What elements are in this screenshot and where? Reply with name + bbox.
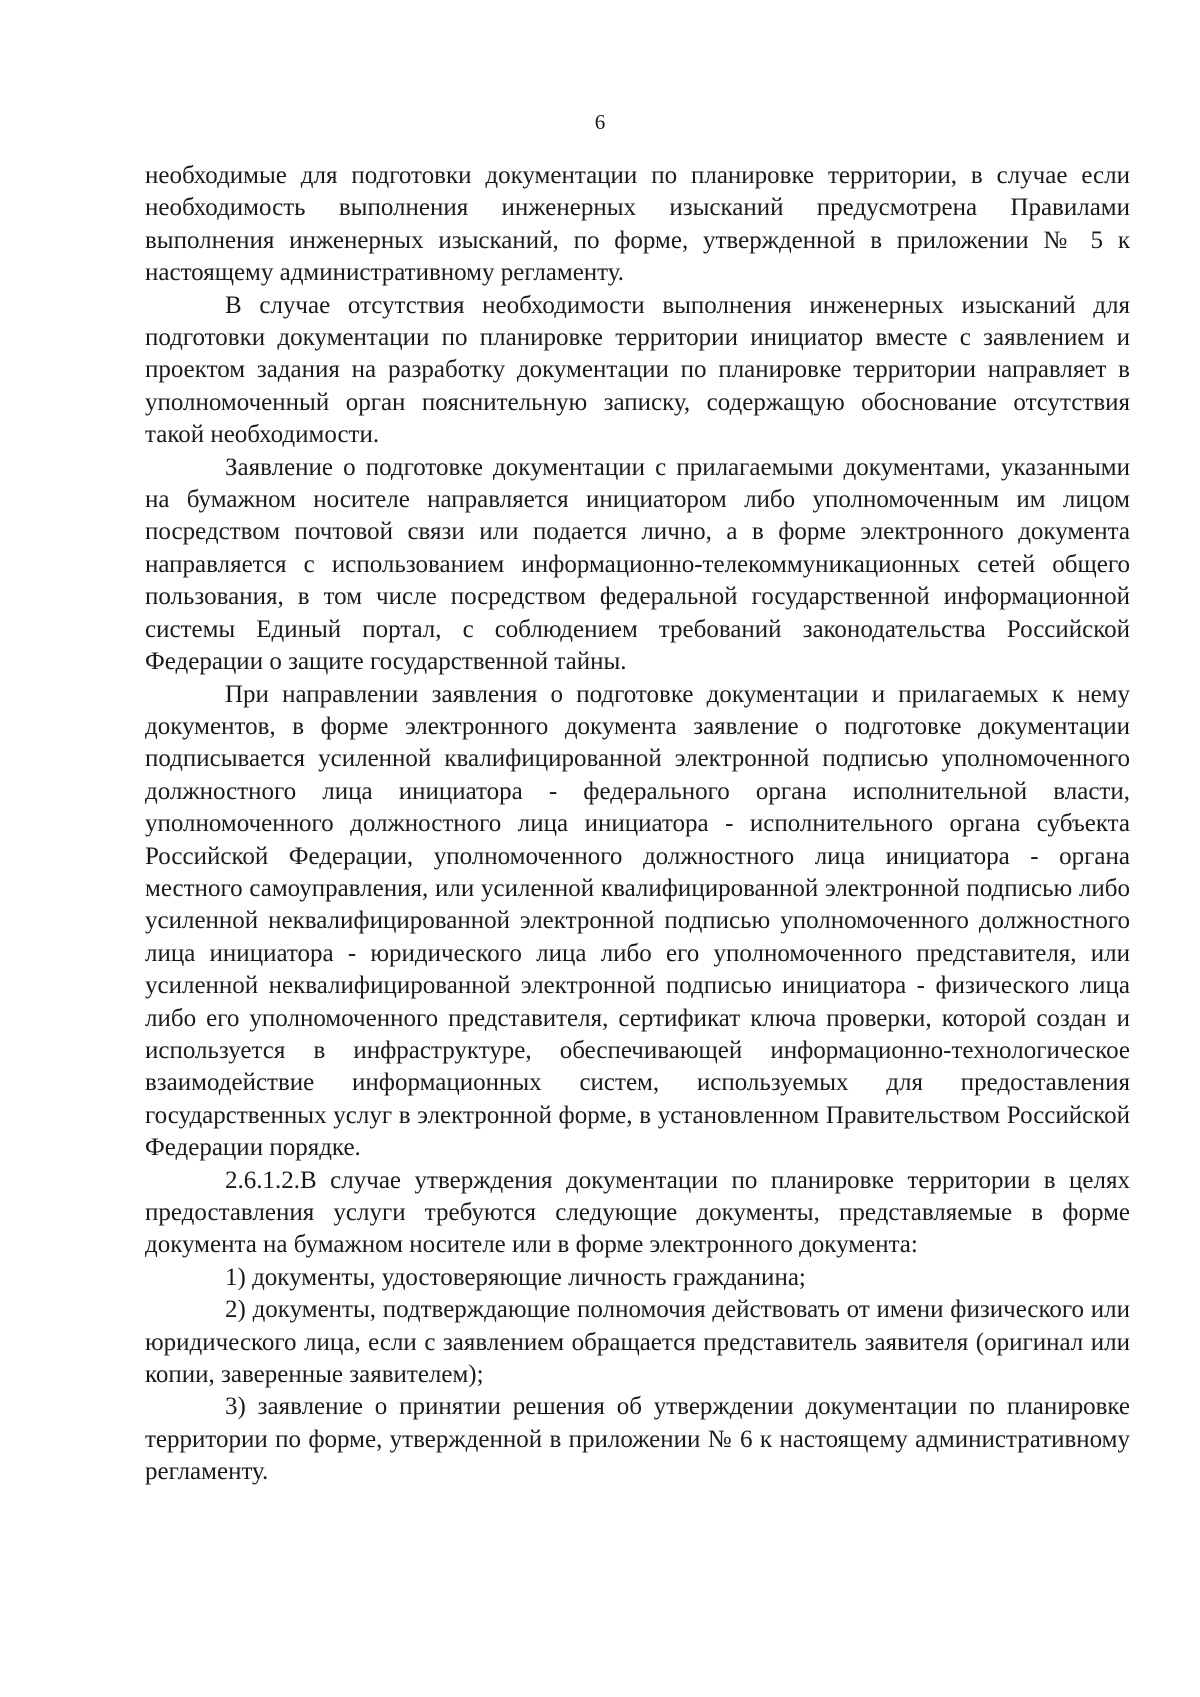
page-number: 6: [594, 110, 606, 134]
list-item-3: 3) заявление о принятии решения об утверждении документации по планировке территории по форме, утвержденной в приложении № 6 к настоящему административному регламенту.: [145, 1393, 1130, 1486]
list-item-1: 1) документы, удостоверяющие личность гражданина;: [225, 1263, 806, 1291]
list-item-2: 2) документы, подтверждающие полномочия действовать от имени физического или юридического лица, если с заявлением обращается представитель заявителя (оригинал или копии, заверенные заявителем);: [145, 1296, 1130, 1389]
paragraph-no-surveys-needed: В случае отсутствия необходимости выполнения инженерных изысканий для подготовки документации по планировке территории инициатор вместе с заявлением и проектом задания на разработку документации по планировке территории направляет в уполномоченный орган пояснительную записку, содержащую обоснование отсутствия такой необходимости.: [145, 291, 1130, 449]
document-body: [145, 160, 1130, 1489]
paragraph-section-2-6-1-2: 2.6.1.2.В случае утверждения документации по планировке территории в целях предоставления услуги требуются следующие документы, представляемые в форме документа на бумажном носителе или в форме электронного документа:: [145, 1166, 1130, 1259]
paragraph-application-submission: Заявление о подготовке документации с прилагаемыми документами, указанными на бумажном носителе направляется инициатором либо уполномоченным им лицом посредством почтовой связи или подается лично, а в форме электронного документа направляется с использованием информационно-телекоммуникационных сетей общего пользования, в том числе посредством федеральной государственной информационной системы Единый портал, с соблюдением требований законодательства Российской Федерации о защите государственной тайны.: [145, 453, 1130, 676]
paragraph-electronic-signature: При направлении заявления о подготовке документации и прилагаемых к нему документов, в форме электронного документа заявление о подготовке документации подписывается усиленной квалифицированной электронной подписью уполномоченного должностного лица инициатора - федерального органа исполнительной власти, уполномоченного должностного лица инициатора - исполнительного органа субъекта Российской Федерации, уполномоченного должностного лица инициатора - органа местного самоуправления, или усиленной квалифицированной электронной подписью либо усиленной неквалифицированной электронной подписью уполномоченного должностного лица инициатора - юридического лица либо его уполномоченного представителя, или усиленной неквалифицированной электронной подписью инициатора - физического лица либо его уполномоченного представителя, сертификат ключа проверки, которой создан и используется в инфраструктуре, обеспечивающей информационно-технологическое взаимодействие информационных систем, используемых для предоставления государственных услуг в электронной форме, в установленном Правительством Российской Федерации порядке.: [145, 680, 1130, 1162]
paragraph-continuation: необходимые для подготовки документации по планировке территории, в случае если необходимость выполнения инженерных изысканий предусмотрена Правилами выполнения инженерных изысканий, по форме, утвержденной в приложении № 5 к настоящему административному регламенту.: [145, 162, 1130, 287]
